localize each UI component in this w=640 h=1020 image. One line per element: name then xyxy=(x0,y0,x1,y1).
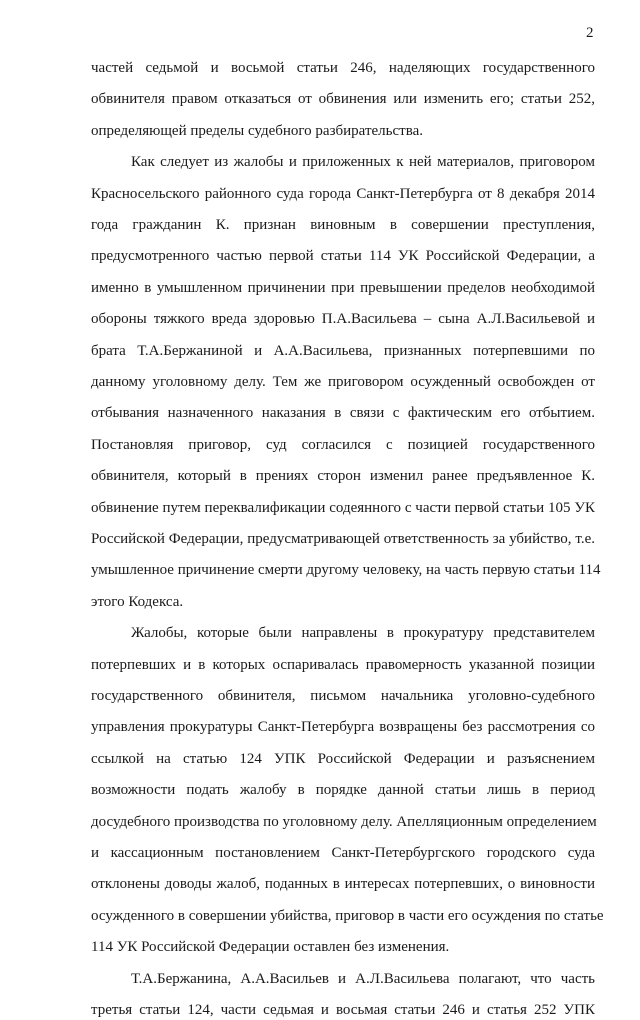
text-line: 114 УК Российской Федерации оставлен без изменения. xyxy=(91,939,450,955)
text-line: осужденного в совершении убийства, приговор в части его осуждения по статье xyxy=(91,908,604,924)
text-line: отбывания назначенного наказания в связи с фактическим его отбытием. xyxy=(91,405,595,421)
page-number: 2 xyxy=(586,25,594,41)
text-line: обвинение путем переквалификации содеянного с части первой статьи 105 УК xyxy=(91,500,595,516)
text-line: Российской Федерации, предусматривающей ответственность за убийство, т.е. xyxy=(91,531,595,547)
text-line: и кассационным постановлением Санкт-Петербургского городского суда xyxy=(91,845,595,861)
text-line: Постановляя приговор, суд согласился с позицией государственного xyxy=(91,437,595,453)
text-line: государственного обвинителя, письмом начальника уголовно-судебного xyxy=(91,688,595,704)
text-line: именно в умышленном причинении при превышении пределов необходимой xyxy=(91,280,595,296)
text-line: обороны тяжкого вреда здоровью П.А.Васильева – сына А.Л.Васильевой и xyxy=(91,311,595,327)
text-line: третья статьи 124, части седьмая и восьмая статьи 246 и статья 252 УПК xyxy=(91,1002,595,1018)
text-line: брата Т.А.Бержаниной и А.А.Васильева, признанных потерпевшими по xyxy=(91,343,595,359)
text-line: умышленное причинение смерти другому человеку, на часть первую статьи 114 xyxy=(91,562,601,578)
text-line: отклонены доводы жалоб, поданных в интересах потерпевших, о виновности xyxy=(91,876,595,892)
text-line: данному уголовному делу. Тем же приговором осужденный освобожден от xyxy=(91,374,595,390)
text-line: Т.А.Бержанина, А.А.Васильев и А.Л.Васильева полагают, что часть xyxy=(131,971,595,987)
text-line: досудебного производства по уголовному делу. Апелляционным определением xyxy=(91,814,597,830)
text-line: предусмотренного частью первой статьи 114 УК Российской Федерации, а xyxy=(91,248,595,264)
text-line: возможности подать жалобу в порядке данной статьи лишь в период xyxy=(91,782,595,798)
text-line: управления прокуратуры Санкт-Петербурга возвращены без рассмотрения со xyxy=(91,719,595,735)
text-line: Красносельского районного суда города Санкт-Петербурга от 8 декабря 2014 xyxy=(91,186,595,202)
text-line: потерпевших и в которых оспаривалась правомерность указанной позиции xyxy=(91,657,595,673)
text-line: обвинителя правом отказаться от обвинения или изменить его; статьи 252, xyxy=(91,91,595,107)
text-line: Жалобы, которые были направлены в прокуратуру представителем xyxy=(131,625,595,641)
text-line: обвинителя, который в прениях сторон изменил ранее предъявленное К. xyxy=(91,468,595,484)
text-line: ссылкой на статью 124 УПК Российской Федерации и разъяснением xyxy=(91,751,595,767)
text-line: Как следует из жалобы и приложенных к ней материалов, приговором xyxy=(131,154,595,170)
text-line: года гражданин К. признан виновным в совершении преступления, xyxy=(91,217,595,233)
text-line: частей седьмой и восьмой статьи 246, наделяющих государственного xyxy=(91,60,595,76)
text-line: определяющей пределы судебного разбирательства. xyxy=(91,123,423,139)
text-line: этого Кодекса. xyxy=(91,594,184,610)
